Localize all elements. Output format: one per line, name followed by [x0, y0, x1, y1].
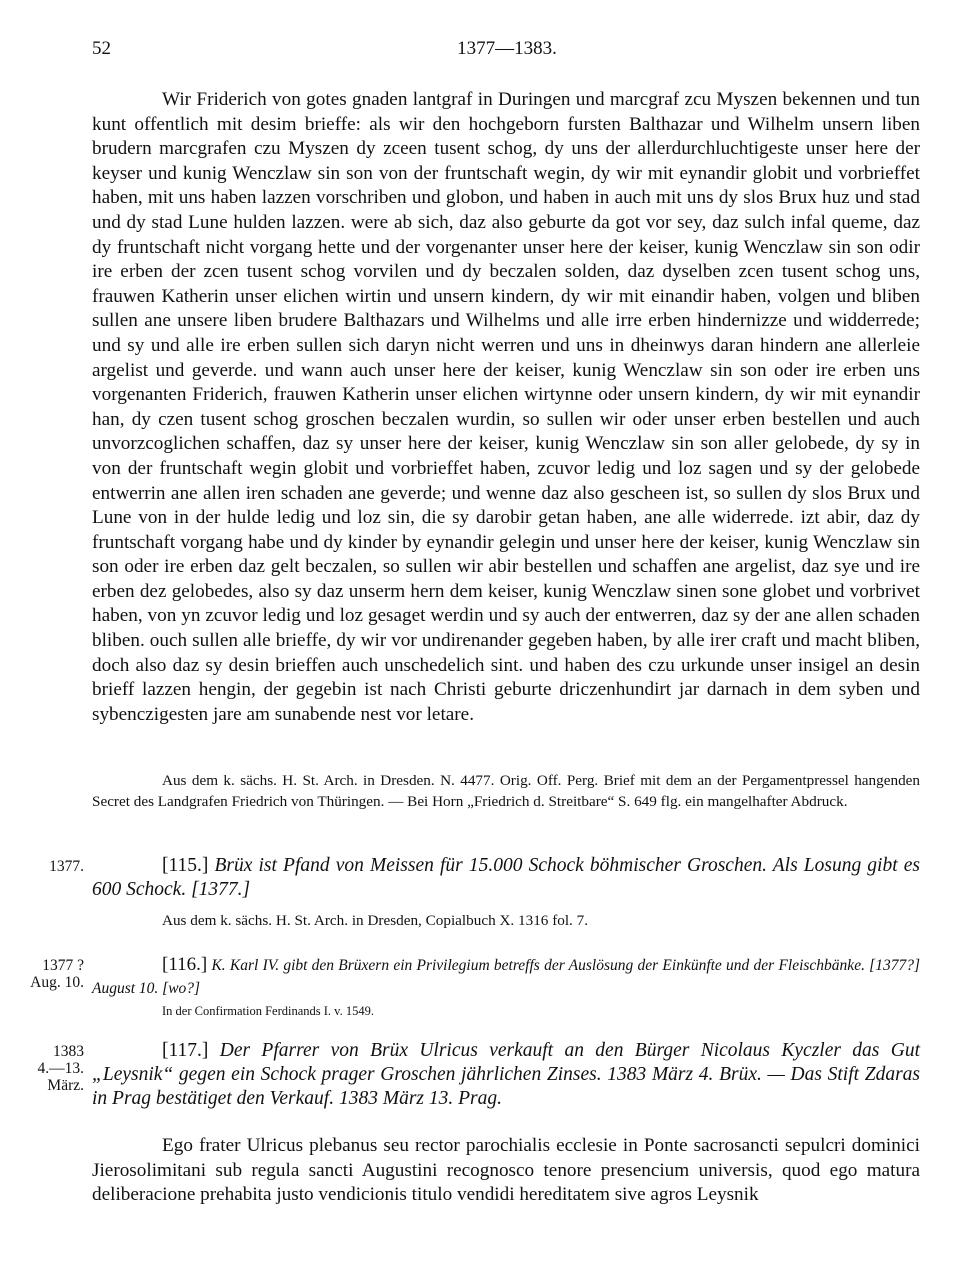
- margin-date-line: März.: [47, 1077, 84, 1094]
- regest-116: [92, 953, 920, 1000]
- regest-117: [92, 1039, 920, 1111]
- margin-date-line: Aug. 10.: [30, 974, 84, 991]
- source-note-114: [92, 770, 920, 812]
- source-note-115: [92, 910, 920, 931]
- margin-date-line: 4.—13.: [37, 1060, 84, 1077]
- margin-date-line: 1377 ?: [42, 957, 84, 974]
- entry-number: [116.]: [162, 954, 208, 975]
- regest-text: K. Karl IV. gibt den Brüxern ein Privilegium betreffs der Auslösung der Einkünfte und der Fleischbänke. [1377?] August 10. [wo?]: [92, 957, 920, 997]
- regest-text: Brüx ist Pfand von Meissen für 15.000 Schock böhmischer Groschen. Als Losung gibt es 600 Schock. [1377.]: [92, 855, 920, 900]
- charter-paragraph: Ego frater Ulricus plebanus seu rector parochialis ecclesie in Ponte sacrosancti sepulcri dominici Jierosolimitani sub regula sancti Augustini recognosco tenore presencium universis, quod ego matura deliberacione prehabita justo vendicionis titulo vendidi hereditatem sive agros Leysnik: [92, 1135, 920, 1206]
- regest-115: [92, 854, 920, 902]
- regest-paragraph: [92, 953, 920, 1000]
- entry-number: [115.]: [162, 855, 209, 876]
- margin-date-117: [14, 1043, 84, 1094]
- regest-text: Der Pfarrer von Brüx Ulricus verkauft an den Bürger Nicolaus Kyczler das Gut „Leysnik“ gegen ein Schock prager Groschen jährlichen Zinses. 1383 März 4. Brüx. — Das Stift Zdaras in Prag bestätiget den Verkauf. 1383 März 13. Prag.: [92, 1040, 921, 1109]
- margin-date-115: [14, 858, 84, 875]
- regest-paragraph: [92, 854, 920, 902]
- source-note-text: Aus dem k. sächs. H. St. Arch. in Dresden. N. 4477. Orig. Off. Perg. Brief mit dem an der Pergamentpressel hangenden Secret des Landgrafen Friedrich von Thüringen. — Bei Horn „Friedrich d. Streitbare“ S. 649 flg. ein mangelhafter Abdruck.: [92, 772, 920, 810]
- charter-text-114: [92, 88, 920, 727]
- year-range: 1377—1383.: [457, 38, 557, 59]
- charter-paragraph: Wir Friderich von gotes gnaden lantgraf in Duringen und marcgraf zcu Myszen bekennen und tun kunt offentlich mit desim brieffe: als wir den hochgeborn fursten Balthazar und Wilhelm unsern liben brudern marcgrafen czu Myszen dy zceen tusent schog, dy uns der allerdurchluchtigeste unser here der keyser und kunig Wenczlaw sin son von der fruntschaft wegin, dy wir mit eynandir globit und vorbrieffet haben, mit uns haben lazzen vorschriben und globon, und haben in auch mit uns dy slos Brux huz und stad und dy stad Lune hulden lazzen. were ab sich, daz also geburte da got vor sey, daz sulch infal queme, daz dy fruntschaft nicht vorgang hette und der vorgenanter unser here der keiser, kunig Wenczlaw sin son odir ire erben der zcen tusent schog vorvilen und dy beczalen solden, daz dyselben zcen tusent schog uns, frauwen Katherin unser elichen wirtin und unsern kindern, dy wir mit einandir haben, volgen und bliben sullen ane unsere liben brudere Balthazars und Wilhelms und alle irre erben hindernizze und widderrede; und sy und alle ire erben sullen sich daryn nicht werren und uns in dheinwys daran hindern ane allerleie argelist und geverde. und wann auch unser here der keiser, kunig Wenczlaw sin son oder ire erben uns vorgenanten Friderich, frauwen Katherin unser elichen wirtynne oder unsern kindern, dy wir mit eynandir han, dy czen tusent schog groschen beczalen wurdin, so sullen wir oder unser erben bestellen und auch unvorzcoglichen schaffen, daz sy unser here der keiser, kunig Wenczlaw sin son aller gelobede, dy sy in von der fruntschaft wegin globit und vorbrieffet haben, zcuvor ledig und loz sagen und sy der gelobede entwerrin ane allen iren schaden ane geverde; und wenne daz also gescheen ist, so sullen dy slos Brux und Lune von in der hulde ledig und loz sin, die sy darobir getan haben, ane alle widerrede. izt abir, daz dy fruntschaft vorgang habe und dy kinder by eynandir gelegin und unser here der keiser, kunig Wenczlaw sin son oder ire erben daz gelt beczalen, so sullen wir abir bestellen und schaffen ane argelist, daz sye und ire erben dez gelobedes, also sy daz unserm hern dem keiser, kunig Wenczlaw sinen sone globet und vorbrivet haben, von yn zcuvor ledig und loz gesaget werdin und sy auch der entwerren, daz sy der ane allen schaden bliben. ouch sullen alle brieffe, dy wir vor undirenander gegeben haben, by alle irer craft und macht bliben, doch also daz sy desin brieffen auch unschedelich sint. und haben des czu urkunde unser insigel an desin brieff lazzen hengin, der gegebin ist nach Christi geburte driczenhundirt jar darnach in dem syben und sybenczigesten jare am sunabende nest vor letare.: [92, 89, 920, 725]
- margin-date-text: 1377.: [49, 858, 84, 875]
- page-header: [92, 38, 922, 66]
- margin-date-116: [14, 957, 84, 991]
- page-number: 52: [92, 38, 111, 59]
- source-note-text: Aus dem k. sächs. H. St. Arch. in Dresden, Copialbuch X. 1316 fol. 7.: [162, 912, 589, 929]
- source-note-text: In der Confirmation Ferdinands I. v. 1549.: [162, 1004, 374, 1018]
- charter-text-117: [92, 1134, 920, 1208]
- margin-date-line: 1383: [53, 1043, 84, 1060]
- entry-number: [117.]: [162, 1040, 209, 1061]
- source-note-116: [92, 1001, 920, 1022]
- regest-paragraph: [92, 1039, 920, 1111]
